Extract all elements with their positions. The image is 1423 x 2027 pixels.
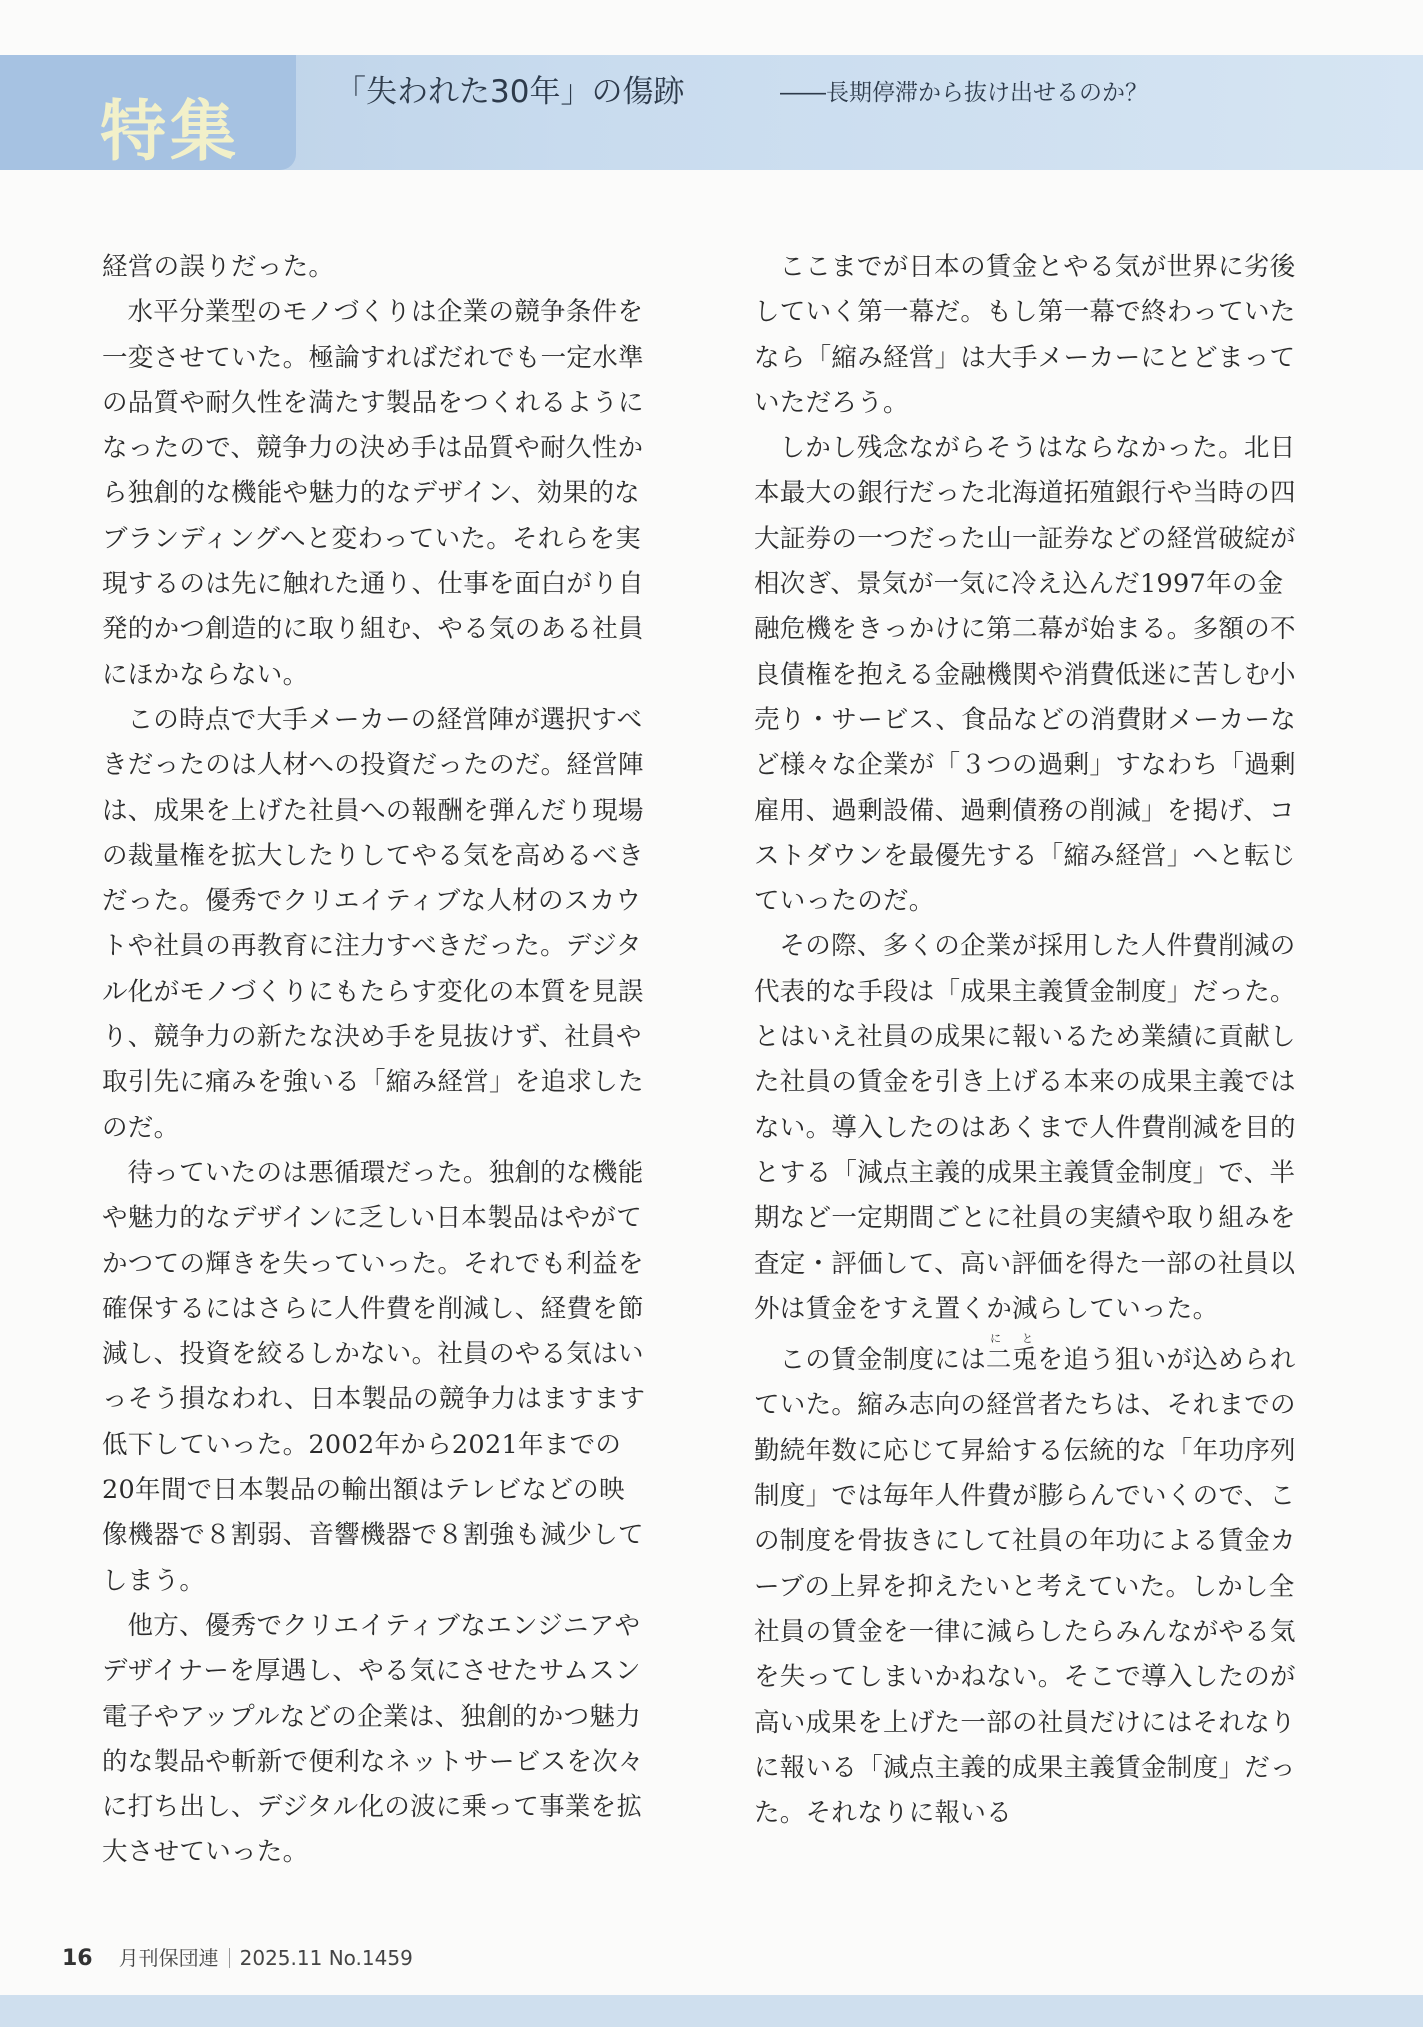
paragraph — [754, 1332, 1302, 1836]
magazine-name: 月刊保団連 — [118, 1946, 219, 1970]
left-column — [102, 245, 650, 1876]
paragraph: 他方、優秀でクリエイティブなエンジニアやデザイナーを厚遇し、やる気にさせたサムスン電子やアップルなどの企業は、独創的かつ魅力的な製品や斬新で便利なネットサービスを次々に打ち出し、デジタル化の波に乗って事業を拡大させていった。 — [102, 1610, 644, 1868]
ruby-base: 二兎 — [985, 1345, 1038, 1376]
text-run: を追う狙いが込められていた。縮み志向の経営者たちは、それまでの勤続年数に応じて昇給する伝統的な「年功序列制度」では毎年人件費が膨らんでいくので、この制度を骨抜きにして社員の年功による賃金カーブの上昇を抑えたいと考えていた。しかし全社員の賃金を一律に減らしたらみんながやる気を失ってしまいかねない。そこで導入したのが高い成果を上げた一部の社員だけにはそれなりに報いる「減点主義的成果主義賃金制度」だった。それなりに報いる — [754, 1345, 1296, 1829]
paragraph: その際、多くの企業が採用した人件費削減の代表的な手段は「成果主義賃金制度」だった。とはいえ社員の成果に報いるため業績に貢献した社員の賃金を引き上げる本来の成果主義ではない。導入したのはあくまで人件費削減を目的とする「減点主義的成果主義賃金制度」で、半期など一定期間ごとに社員の実績や取り組みを査定・評価して、高い評価を得た一部の社員以外は賃金をすえ置くか減らしていった。 — [754, 931, 1296, 1324]
article-title: 「失われた30年」の傷跡 — [335, 74, 685, 110]
ruby-reading: に と — [985, 1332, 1038, 1346]
text-run: この賃金制度には — [779, 1345, 986, 1376]
page-footer — [62, 1942, 413, 1971]
page-number: 16 — [62, 1946, 93, 1971]
bottom-band — [0, 1995, 1423, 2027]
paragraph: ここまでが日本の賃金とやる気が世界に劣後していく第一幕だ。もし第一幕で終わっていたなら「縮み経営」は大手メーカーにとどまっていただろう。 — [754, 252, 1296, 418]
issue-info: 2025.11 No.1459 — [239, 1946, 413, 1970]
article-subtitle: ――長期停滞から抜け出せるのか？ — [780, 80, 1148, 106]
paragraph: しかし残念ながらそうはならなかった。北日本最大の銀行だった北海道拓殖銀行や当時の四大証券の一つだった山一証券などの経営破綻が相次ぎ、景気が一気に冷え込んだ1997年の金融危機をきっかけに第二幕が始まる。多額の不良債権を抱える金融機関や消費低迷に苦しむ小売り・サービス、食品などの消費財メーカーなど様々な企業が「３つの過剰」すなわち「過剰雇用、過剰設備、過剰債務の削減」を掲げ、コストダウンを最優先する「縮み経営」へと転じていったのだ。 — [754, 433, 1297, 917]
paragraph: 待っていたのは悪循環だった。独創的な機能や魅力的なデザインに乏しい日本製品はやがてかつての輝きを失っていった。それでも利益を確保するにはさらに人件費を削減し、経費を節減し、投資を絞るしかない。社員のやる気はいっそう損なわれ、日本製品の競争力はますます低下していった。2002年から2021年までの20年間で日本製品の輸出額はテレビなどの映像機器で８割弱、音響機器で８割強も減少してしまう。 — [102, 1157, 646, 1596]
paragraph: 経営の誤りだった。 — [102, 252, 335, 282]
paragraph: 水平分業型のモノづくりは企業の競争条件を一変させていた。極論すればだれでも一定水準の品質や耐久性を満たす製品をつくれるようになったので、競争力の決め手は品質や耐久性から独創的な機能や魅力的なデザイン、効果的なブランディングへと変わっていた。それらを実現するのは先に触れた通り、仕事を面白がり自発的かつ創造的に取り組む、やる気のある社員にほかならない。 — [102, 297, 644, 690]
ruby-word — [985, 1332, 1038, 1376]
footer-divider — [229, 1948, 230, 1968]
feature-label: 特集 — [100, 93, 240, 170]
paragraph: この時点で大手メーカーの経営陣が選択すべきだったのは人材への投資だったのだ。経営陣は、成果を上げた社員への報酬を弾んだり現場の裁量権を拡大したりしてやる気を高めるべきだった。優秀でクリエイティブな人材のスカウトや社員の再教育に注力すべきだった。デジタル化がモノづくりにもたらす変化の本質を見誤り、競争力の新たな決め手を見抜けず、社員や取引先に痛みを強いる「縮み経営」を追求したのだ。 — [102, 704, 644, 1143]
right-column — [754, 245, 1302, 1836]
